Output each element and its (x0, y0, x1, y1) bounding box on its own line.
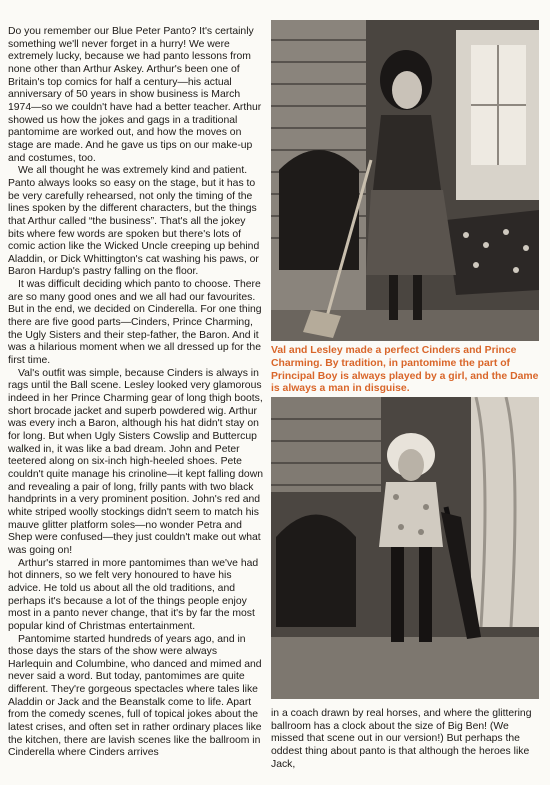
article-paragraph: Do you remember our Blue Peter Panto? It's certainly something we'll never forget in a hurry! We were extremely lucky, because we had panto lessons from none other than Arthur Askey. Arthur's been one of Britain's top comics for half a century—his actual anniversary of 50 years in show business is March 1974—so we couldn't have had a better teacher. Arthur showed us how the jokes and gags in a traditional pantomime are worked out, and how the moves on stage are made. And he gave us tips on our make-up and costumes, too. (8, 26, 262, 164)
article-paragraph: Arthur's starred in more pantomimes than we've had hot dinners, so we felt very honoured to have his advice. He told us about all the old traditions, and perhaps it's because a lot of the things people enjoy most in a panto never change, that it's by far the most popular kind of Christmas entertainment. (8, 557, 259, 632)
article-paragraph: Val's outfit was simple, because Cinders is always in rags until the Ball scene. Lesley looked very glamorous indeed in her Prince Charming gear of long thigh boots, short brocade jacket and superb powdered wig. Arthur was every inch a Baron, although his hat didn't stay on for long. But when Ugly Sisters Cowslip and Buttercup walked in, it was like a bad dream. John and Peter teetered along on six-inch high-heeled shoes. Pete couldn't quite manage his crinoline—it kept falling down and revealing a pair of long, frilly pants with two black handprints in a very prominent position. John's red and white striped woolly stockings didn't seem to match his mauve glitter platform soles—no wonder Petra and Shep were confused—they just couldn't make out what was going on! (8, 367, 263, 556)
prince-charming-photo (271, 397, 539, 699)
article-right-column (271, 708, 536, 771)
article-paragraph: It was difficult deciding which panto to choose. There are so many good ones and we all had our favourites. But in the end, we decided on Cinderella. For one thing there are five good parts—Cinders, Prince Charming, the Ugly Sisters and their step-father, the Baron. And it was a hilarious moment when we all dressed up for the first time. (8, 279, 262, 367)
cinders-photo (271, 20, 539, 341)
article-paragraph: Pantomime started hundreds of years ago, and in those days the stars of the show were always Harlequin and Columbine, who danced and mimed and never said a word. But today, pantomimes are quite different. They're gorgeous spectacles where tales like Aladdin or Jack and the Beanstalk come to life. Apart from the comedy scenes, full of topical jokes about the latest crises, and often set in rather ordinary places like the kitchen, there are lavish scenes like the ballroom in Cinderella where Cinders arrives (8, 633, 262, 759)
article-paragraph: in a coach drawn by real horses, and where the glittering ballroom has a clock about the size of Big Ben! (We missed that scene out in our version!) But perhaps the oddest thing about panto is that although the heroes like Jack, (271, 708, 532, 770)
article-paragraph: We all thought he was extremely kind and patient. Panto always looks so easy on the stage, but it has to be very carefully rehearsed, not only the timing of the lines spoken by the different characters, but the things that Arthur called “the business”. That's all the jokey bits where few words are spoken but there's lots of comic action like the Wicked Uncle creeping up behind Aladdin, or Dick Whittington's cat washing his paws, or Baron Hardup's pastry falling on the floor. (8, 165, 260, 278)
article-left-column (8, 26, 264, 760)
photo-caption: Val and Lesley made a perfect Cinders and Prince Charming. By tradition, in pantomime the part of Principal Boy is always played by a girl, and the Dame is always a man in disguise. (271, 345, 539, 395)
